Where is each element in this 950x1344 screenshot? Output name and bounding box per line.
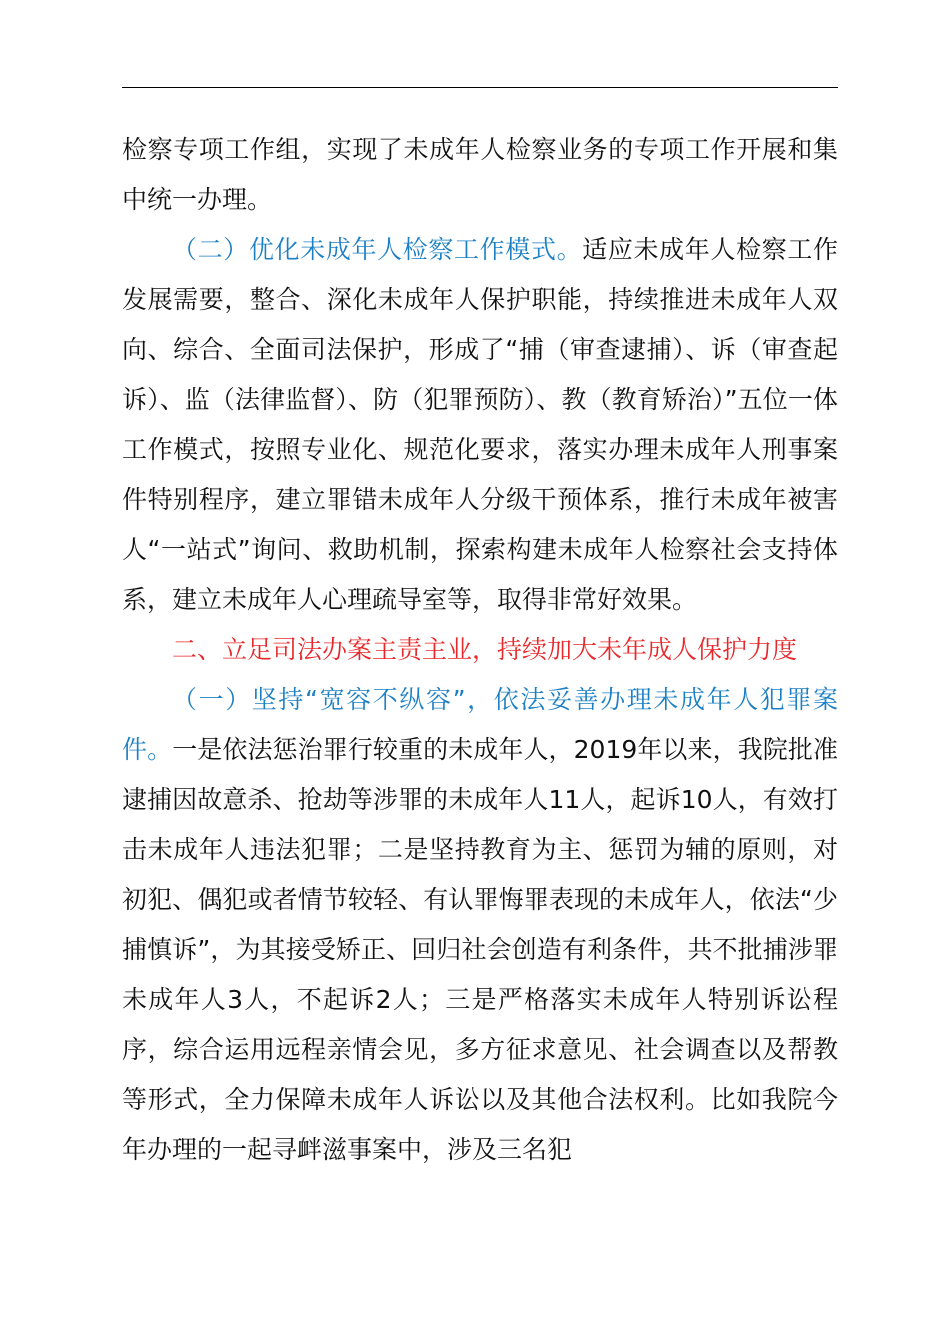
section-heading-two: 二、立足司法办案主责主业，持续加大未年成人保护力度 xyxy=(172,635,798,664)
subheading-mode-optimization: （二）优化未成年人检察工作模式。 xyxy=(172,235,583,264)
document-body xyxy=(122,125,838,1175)
paragraph-lenient-handling-body: 一是依法惩治罪行较重的未成年人，2019年以来，我院批准逮捕因故意杀、抢劫等涉罪的未成年人11人，起诉10人，有效打击未成年人违法犯罪；二是坚持教育为主、惩罚为辅的原则，对初犯、偶犯或者情节较轻、有认罪悔罪表现的未成年人，依法“少捕慎诉”，为其接受矫正、回归社会创造有利条件，共不批捕涉罪未成年人3人，不起诉2人；三是严格落实未成年人特别诉讼程序，综合运用远程亲情会见，多方征求意见、社会调查以及帮教等形式，全力保障未成年人诉讼以及其他合法权利。比如我院今年办理的一起寻衅滋事案中，涉及三名犯 xyxy=(122,735,838,1164)
paragraph-mode-optimization xyxy=(122,225,838,625)
header-rule xyxy=(122,87,838,88)
paragraph-continuation: 检察专项工作组，实现了未成年人检察业务的专项工作开展和集中统一办理。 xyxy=(122,135,838,214)
paragraph-mode-optimization-body: 适应未成年人检察工作发展需要，整合、深化未成年人保护职能，持续推进未成年人双向、综合、全面司法保护，形成了“捕（审查逮捕）、诉（审查起诉）、监（法律监督）、防（犯罪预防）、教（教育矫治）”五位一体工作模式，按照专业化、规范化要求，落实办理未成年人刑事案件特别程序，建立罪错未成年人分级干预体系，推行未成年被害人“一站式”询问、救助机制，探索构建未成年人检察社会支持体系，建立未成年人心理疏导室等，取得非常好效果。 xyxy=(122,235,838,614)
subheading-lenient-handling: （一）坚持“宽容不纵容”，依法妥善办理未成年人犯罪案件。 xyxy=(122,685,838,764)
paragraph-lenient-handling xyxy=(122,675,838,1175)
